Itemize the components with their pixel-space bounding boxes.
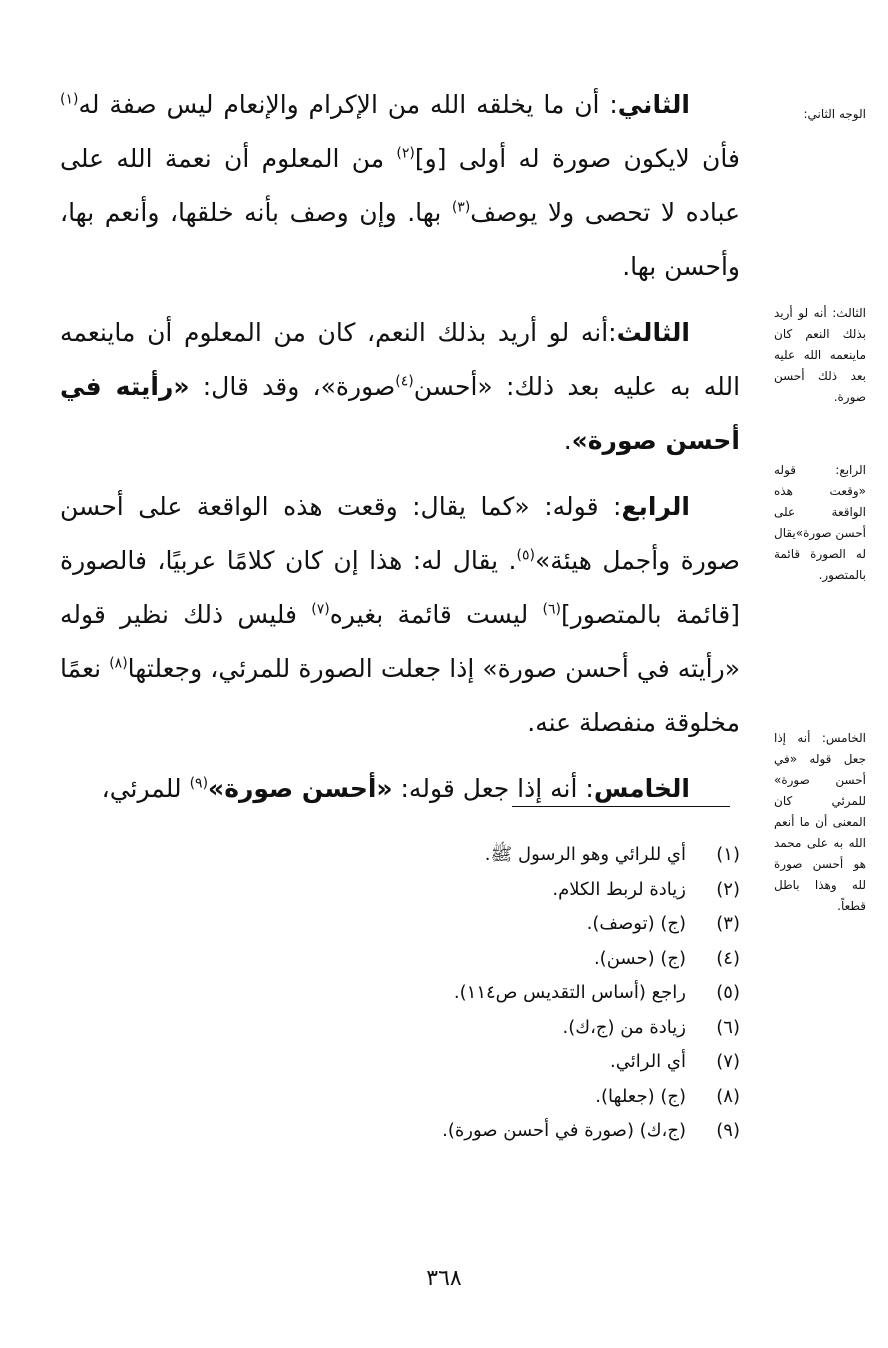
footnote-ref[interactable]: (١) (60, 91, 79, 108)
text-segment: من المعلوم أن نعمة الله على عباده لا تحصى ولا يوصف (60, 144, 740, 227)
text-segment: :أنه لو أريد بذلك النعم، كان من المعلوم أن ماينعمه الله به عليه بعد ذلك: «أحسن (60, 318, 741, 401)
text-segment: : قوله: «كما يقال: وقعت هذه الواقعة على أحسن صورة وأجمل هيئة» (60, 492, 740, 575)
footnote-ref[interactable]: (٨) (109, 655, 128, 672)
footnote-text: زيادة لربط الكلام. (552, 878, 686, 900)
footnote-text: راجع (أساس التقديس ص١١٤). (453, 982, 686, 1003)
footnote-text: (ج،ك) (صورة في أحسن صورة). (442, 1120, 686, 1141)
footnote-text: أي للرائي وهو الرسول ﷺ. (484, 844, 686, 865)
paragraph-lead: الثاني (617, 90, 690, 119)
footnote-number: (٥) (716, 982, 740, 1003)
text-segment: فأن لايكون صورة له أولى [و] (414, 144, 740, 173)
footnote-separator (512, 806, 730, 807)
footnote-item (60, 1080, 740, 1115)
text-segment: ليست قائمة بغيره (329, 600, 543, 629)
margin-note-second: الوجه الثاني: (803, 107, 866, 121)
footnote-number: (٧) (716, 1051, 740, 1072)
footnote-ref[interactable]: (٧) (311, 601, 330, 618)
main-text-column (60, 78, 740, 828)
footnote-ref[interactable]: (٥) (516, 547, 535, 564)
text-segment: : أن ما يخلقه الله من الإكرام والإنعام ليس صفة له (78, 90, 618, 119)
footnote-ref[interactable]: (٢) (396, 145, 415, 162)
margin-note-third: الثالث: أنه لو أريد بذلك النعم كان ماينعمه الله عليه بعد ذلك أحسن صورة. (774, 306, 866, 404)
paragraph-second (60, 78, 740, 294)
text-segment: بها. وإن وصف بأنه خلقها، وأنعم بها، وأحسن بها. (60, 198, 740, 281)
footnote-text: (ج) (توصف). (586, 913, 686, 934)
margin-note-fourth: الرابع: قوله «وقعت هذه الواقعة على أحسن صورة»يقال له الصورة قائمة بالمتصور. (773, 463, 866, 582)
hadith-quote: «رأيته في أحسن صورة» (60, 372, 740, 455)
footnote-number: (١) (716, 844, 740, 865)
text-segment: فليس ذلك نظير قوله «رأيته في أحسن صورة» إذا جعلت الصورة للمرئي، وجعلتها (60, 600, 740, 683)
footnote-item (60, 873, 740, 908)
paragraph-lead: الرابع (621, 492, 690, 521)
paragraph-fourth (60, 480, 740, 750)
footnote-number: (٤) (716, 947, 740, 969)
footnote-number: (٦) (716, 1016, 740, 1038)
paragraph-fifth (60, 762, 740, 816)
text-segment: للمرئي، (101, 774, 190, 803)
footnote-item (60, 838, 740, 873)
footnote-item (60, 976, 740, 1011)
footnote-number: (٨) (716, 1085, 740, 1107)
footnote-number: (٩) (716, 1120, 740, 1141)
footnote-ref[interactable]: (٤) (395, 373, 414, 390)
text-segment: صورة»، وقد قال: (189, 372, 396, 401)
margin-note-fifth: الخامس: أنه إذا جعل قوله «في أحسن صورة» للمرئي كان المعنى أن ما أنعم الله به على محمد هو أحسن صورة لله وهذا باطل قطعاً. (774, 731, 866, 913)
footnote-item (60, 942, 740, 977)
paragraph-third (60, 306, 740, 468)
text-segment: : أنه إذا جعل قوله: (392, 774, 594, 803)
footnote-number: (٣) (716, 913, 740, 934)
footnote-item (60, 1011, 740, 1046)
hadith-quote: «أحسن صورة» (208, 774, 393, 803)
footnote-text: زيادة من (ج،ك). (562, 1016, 686, 1038)
footnote-text: (ج) (جعلها). (595, 1085, 686, 1107)
footnote-text: (ج) (حسن). (593, 947, 686, 969)
footnote-item (60, 907, 740, 942)
text-segment: نعمًا مخلوقة منفصلة عنه. (60, 654, 740, 737)
footnote-number: (٢) (716, 878, 740, 900)
footnotes-list (60, 838, 740, 1149)
text-segment: . يقال له: هذا إن كان كلامًا عربيًا، فالصورة [قائمة بالمتصور] (60, 546, 740, 629)
footnote-ref[interactable]: (٦) (542, 601, 561, 618)
paragraph-lead: الخامس (593, 774, 690, 803)
footnote-ref[interactable]: (٣) (451, 199, 471, 216)
page-number: ٣٦٨ (426, 1266, 462, 1291)
footnote-item (60, 1114, 740, 1149)
paragraph-lead: الثالث (616, 318, 690, 347)
footnote-ref[interactable]: (٩) (189, 775, 209, 792)
text-segment: . (563, 426, 572, 455)
footnote-text: أي الرائي. (610, 1051, 686, 1072)
footnote-item (60, 1045, 740, 1080)
